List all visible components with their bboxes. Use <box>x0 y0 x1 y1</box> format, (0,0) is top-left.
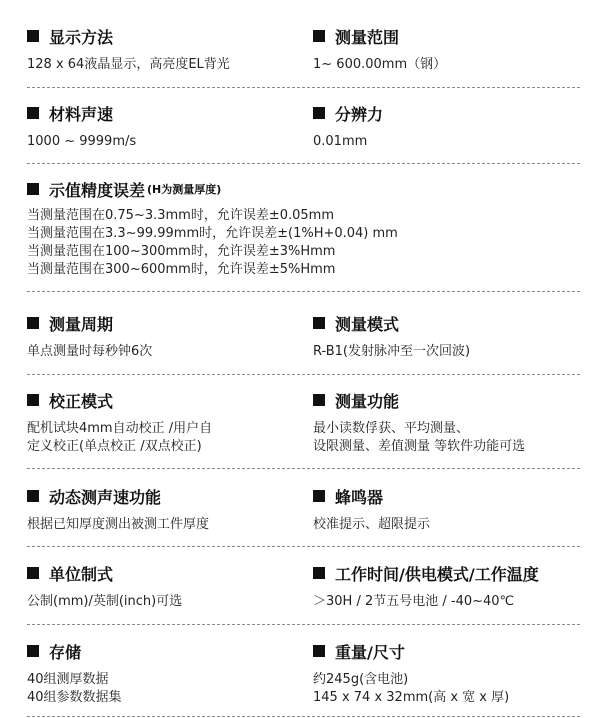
spec-measure-mode <box>313 311 608 361</box>
spec-value: 1000 ~ 9999m/s <box>27 134 137 149</box>
spec-dynamic-sound-speed <box>27 484 312 534</box>
bullet-square-icon <box>313 490 325 502</box>
spec-value: 根据已知厚度测出被测工件厚度 <box>27 517 210 532</box>
spec-title: 示值精度误差 <box>49 180 146 200</box>
spec-title: 蜂鸣器 <box>335 487 384 507</box>
spec-value: 公制(mm)/英制(inch)可选 <box>27 594 183 609</box>
bullet-square-icon <box>313 394 325 406</box>
spec-buzzer <box>313 484 608 534</box>
spec-title: 分辨力 <box>335 104 384 124</box>
spec-title: 测量功能 <box>335 391 400 411</box>
divider <box>27 624 580 625</box>
spec-value: 145 x 74 x 32mm(高 x 宽 x 厚) <box>313 690 510 705</box>
spec-title: 校正模式 <box>49 391 114 411</box>
spec-value: 设限测量、差值测量 等软件功能可选 <box>313 439 526 454</box>
spec-value: 最小读数俘获、平均测量、 <box>313 421 470 436</box>
spec-value: 当测量范围在300~600mm时，允许误差±5%Hmm <box>27 262 336 277</box>
spec-value: 0.01mm <box>313 134 368 149</box>
divider <box>27 374 580 375</box>
spec-value: 128 x 64液晶显示，高亮度EL背光 <box>27 57 230 72</box>
spec-value: R-B1(发射脉冲至一次回波) <box>313 344 471 359</box>
spec-title: 单位制式 <box>49 564 114 584</box>
spec-title: 工作时间/供电模式/工作温度 <box>335 564 539 584</box>
bullet-square-icon <box>313 107 325 119</box>
spec-accuracy-error <box>27 177 587 279</box>
spec-title: 动态测声速功能 <box>49 487 162 507</box>
divider <box>27 716 580 717</box>
spec-value: 约245g(含电池) <box>313 672 409 687</box>
divider <box>27 291 580 292</box>
spec-value: ＞30H / 2节五号电池 / -40~40℃ <box>313 594 515 609</box>
spec-measure-functions <box>313 388 608 456</box>
spec-title: 测量模式 <box>335 314 400 334</box>
divider <box>27 546 580 547</box>
spec-value: 40组参数数据集 <box>27 690 122 705</box>
bullet-square-icon <box>313 567 325 579</box>
spec-weight-size <box>313 639 608 707</box>
bullet-square-icon <box>313 317 325 329</box>
spec-calibration-mode <box>27 388 312 456</box>
spec-value: 配机试块4mm自动校正 /用户自 <box>27 421 213 436</box>
spec-material-sound-speed <box>27 101 312 151</box>
spec-resolution <box>313 101 608 151</box>
spec-title: 重量/尺寸 <box>335 642 405 662</box>
spec-work-time-power-temp <box>313 561 608 611</box>
bullet-square-icon <box>313 645 325 657</box>
spec-title: 材料声速 <box>49 104 114 124</box>
spec-title: 测量周期 <box>49 314 114 334</box>
spec-title: 显示方法 <box>49 27 114 47</box>
spec-measure-cycle <box>27 311 312 361</box>
spec-measure-range <box>313 24 608 74</box>
spec-value: 当测量范围在0.75~3.3mm时，允许误差±0.05mm <box>27 208 335 223</box>
spec-value: 校准提示、超限提示 <box>313 517 431 532</box>
spec-subtitle: (H为测量厚度) <box>147 183 222 196</box>
divider <box>27 468 580 469</box>
spec-display-method <box>27 24 312 74</box>
spec-unit-system <box>27 561 312 611</box>
bullet-square-icon <box>27 183 39 195</box>
spec-value: 单点测量时每秒钟6次 <box>27 344 153 359</box>
spec-title: 存储 <box>49 642 82 662</box>
spec-title: 测量范围 <box>335 27 400 47</box>
spec-value: 40组测厚数据 <box>27 672 109 687</box>
bullet-square-icon <box>27 30 39 42</box>
divider <box>27 87 580 88</box>
spec-storage <box>27 639 312 707</box>
bullet-square-icon <box>27 645 39 657</box>
bullet-square-icon <box>27 567 39 579</box>
spec-value: 定义校正(单点校正 /双点校正) <box>27 439 202 454</box>
bullet-square-icon <box>27 490 39 502</box>
spec-value: 当测量范围在3.3~99.99mm时，允许误差±(1%H+0.04) mm <box>27 226 398 241</box>
bullet-square-icon <box>27 317 39 329</box>
bullet-square-icon <box>313 30 325 42</box>
spec-value: 当测量范围在100~300mm时，允许误差±3%Hmm <box>27 244 336 259</box>
spec-value: 1~ 600.00mm（钢） <box>313 57 447 72</box>
bullet-square-icon <box>27 394 39 406</box>
divider <box>27 163 580 164</box>
bullet-square-icon <box>27 107 39 119</box>
